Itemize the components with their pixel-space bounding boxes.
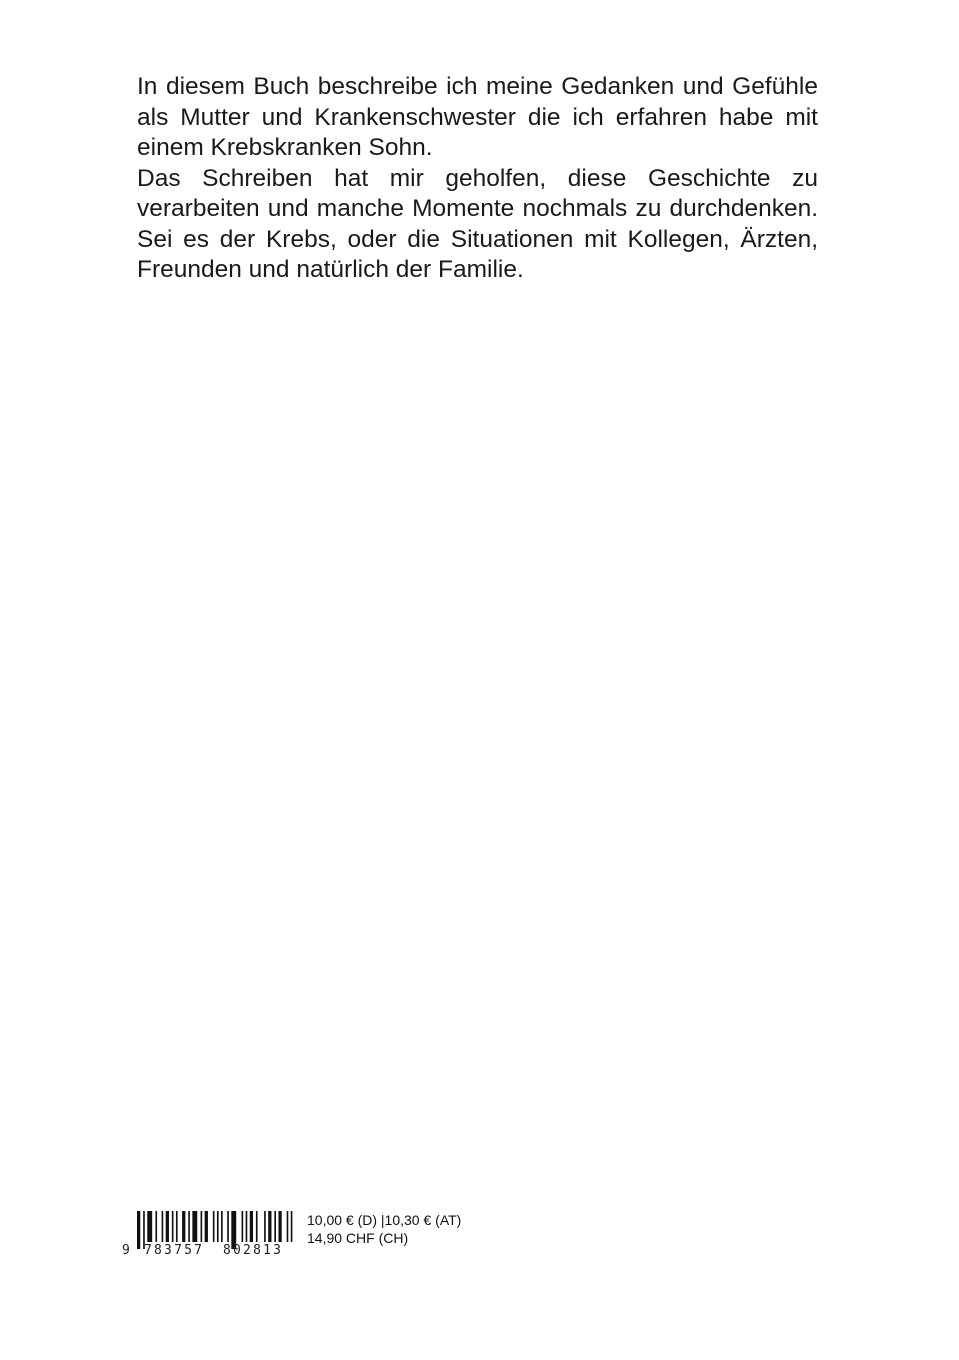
- barcode-bar: [264, 1211, 266, 1242]
- barcode-bar: [182, 1211, 185, 1242]
- barcode-bar: [137, 1211, 140, 1249]
- back-cover-blurb: [137, 72, 818, 286]
- barcode-bar: [155, 1211, 157, 1242]
- barcode-bar: [278, 1211, 281, 1242]
- barcode-bar: [166, 1211, 169, 1242]
- barcode-bar: [250, 1211, 253, 1242]
- barcode-bar: [256, 1211, 258, 1242]
- barcode-bar: [291, 1211, 293, 1242]
- barcode-bar: [172, 1211, 174, 1242]
- barcode-bar: [246, 1211, 248, 1242]
- barcode-bar: [242, 1211, 244, 1242]
- price-line-eur: 10,00 € (D) |10,30 € (AT): [307, 1212, 462, 1228]
- barcode-bar: [205, 1211, 208, 1242]
- blurb-paragraph-2: Das Schreiben hat mir geholfen, diese Geschichte zu verarbeiten und manche Momente nochmals zu durchdenken. Sei es der Krebs, oder die Situationen mit Kollegen, Ärzten, Freunden und natürlich der Familie.: [137, 164, 818, 283]
- barcode-bar: [192, 1211, 197, 1242]
- barcode-bar: [176, 1211, 178, 1242]
- barcode-bar: [162, 1211, 164, 1242]
- barcode-bar: [147, 1211, 152, 1242]
- barcode-bar: [227, 1211, 229, 1242]
- barcode-bar: [268, 1211, 271, 1242]
- barcode-bar: [188, 1211, 190, 1242]
- barcode-bar: [213, 1211, 215, 1242]
- barcode-bar: [287, 1211, 289, 1242]
- price-block: [307, 1211, 461, 1247]
- price-line-chf: 14,90 CHF (CH): [307, 1230, 409, 1246]
- isbn-first-digit: 9: [122, 1243, 133, 1258]
- barcode-bar: [274, 1211, 276, 1242]
- blurb-paragraph-1: In diesem Buch beschreibe ich meine Gedanken und Gefühle als Mutter und Krankenschwester die ich erfahren habe mit einem Krebskranken Sohn.: [137, 73, 818, 161]
- barcode-bar: [201, 1211, 203, 1242]
- isbn-right-group: 802813: [223, 1243, 284, 1258]
- barcode-bar: [221, 1211, 223, 1242]
- isbn-left-group: 783757: [144, 1243, 205, 1258]
- barcode-bar: [217, 1211, 219, 1242]
